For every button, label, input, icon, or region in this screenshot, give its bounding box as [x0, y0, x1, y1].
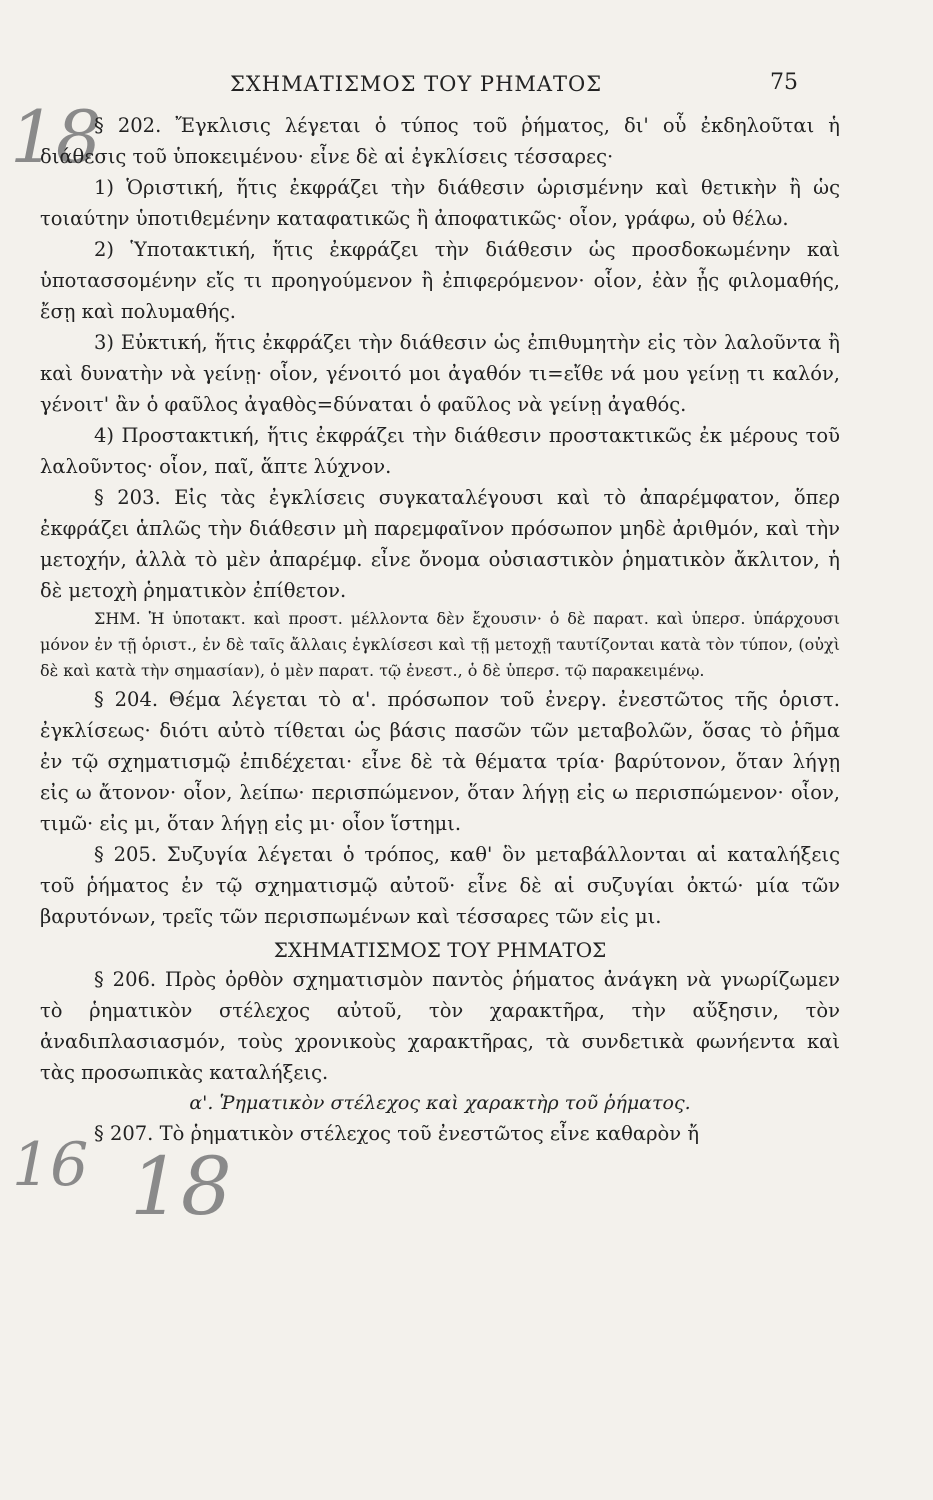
- running-head: ΣΧΗΜΑΤΙΣΜΟΣ ΤΟΥ ΡΗΜΑΤΟΣ: [230, 72, 603, 96]
- note-paragraph: ΣΗΜ. Ἡ ὑποτακτ. καὶ προστ. μέλλοντα δὲν ἔχουσιν· ὁ δὲ παρατ. καὶ ὑπερσ. ὑπάρχουσι μόνον ἐν τῇ ὁριστ., ἐν δὲ ταῖς ἄλλαις ἐγκλίσεσι καὶ τῇ μετοχῇ ταυτίζονται κατὰ τὸν τύπον, (οὐχὶ δὲ καὶ κατὰ τὴν σημασίαν), ὁ μὲν παρατ. τῷ ἐνεστ., ὁ δὲ ὑπερσ. τῷ παρακειμένῳ.: [40, 609, 840, 680]
- paragraph-202: § 202. Ἔγκλισις λέγεται ὁ τύπος τοῦ ῥήματος, δι' οὗ ἐκδηλοῦται ἡ διάθεσις τοῦ ὑποκειμένου· εἶνε δὲ αἱ ἐγκλίσεις τέσσαρες·: [40, 114, 840, 168]
- handwritten-margin-note: 18: [10, 95, 102, 179]
- book-page: [40, 70, 840, 1149]
- handwritten-margin-note: 16: [12, 1130, 89, 1200]
- paragraph-206: § 206. Πρὸς ὀρθὸν σχηματισμὸν παντὸς ῥήματος ἀνάγκη νὰ γνωρίζωμεν τὸ ῥηματικὸν στέλεχος αὐτοῦ, τὸν χαρακτῆρα, τὴν αὔξησιν, τὸν ἀναδιπλασιασμόν, τοὺς χρονικοὺς χαρακτῆρας, τὰ συνδετικὰ φωνήεντα καὶ τὰς προσωπικὰς καταλήξεις.: [40, 968, 840, 1084]
- paragraph-203: § 203. Εἰς τὰς ἐγκλίσεις συγκαταλέγουσι καὶ τὸ ἀπαρέμφατον, ὅπερ ἐκφράζει ἁπλῶς τὴν διάθεσιν μὴ παρεμφαῖνον πρόσωπον μηδὲ ἀριθμόν, καὶ τὴν μετοχήν, ἀλλὰ τὸ μὲν ἀπαρέμφ. εἶνε ὄνομα οὐσιαστικὸν ῥηματικὸν ἄκλιτον, ἡ δὲ μετοχὴ ῥηματικὸν ἐπίθετον.: [40, 486, 840, 602]
- page-number: 75: [770, 70, 798, 95]
- paragraph-207: § 207. Τὸ ῥηματικὸν στέλεχος τοῦ ἐνεστῶτος εἶνε καθαρὸν ἤ: [94, 1122, 700, 1145]
- paragraph-205: § 205. Συζυγία λέγεται ὁ τρόπος, καθ' ὃν μεταβάλλονται αἱ καταλήξεις τοῦ ῥήματος ἐν τῷ σχηματισμῷ αὐτοῦ· εἶνε δὲ αἱ συζυγίαι ὀκτώ· μία τῶν βαρυτόνων, τρεῖς τῶν περισπωμένων καὶ τέσσαρες τῶν εἰς μι.: [40, 843, 840, 928]
- section-heading: ΣΧΗΜΑΤΙΣΜΟΣ ΤΟΥ ΡΗΜΑΤΟΣ: [273, 938, 607, 962]
- handwritten-margin-note: 18: [130, 1140, 232, 1233]
- paragraph-indicative: 1) Ὁριστική, ἥτις ἐκφράζει τὴν διάθεσιν ὡρισμένην καὶ θετικὴν ἢ ὡς τοιαύτην ὑποτιθεμένην καταφατικῶς ἢ ἀποφατικῶς· οἷον, γράφω, οὐ θέλω.: [40, 176, 840, 230]
- paragraph-optative: 3) Εὐκτική, ἥτις ἐκφράζει τὴν διάθεσιν ὡς ἐπιθυμητὴν εἰς τὸν λαλοῦντα ἢ καὶ δυνατὴν νὰ γείνῃ· οἷον, γένοιτό μοι ἀγαθόν τι=εἴθε νά μου γείνῃ τι καλόν, γένοιτ' ἂν ὁ φαῦλος ἀγαθὸς=δύναται ὁ φαῦλος νὰ γείνῃ ἀγαθός.: [40, 331, 840, 416]
- paragraph-204: § 204. Θέμα λέγεται τὸ α'. πρόσωπον τοῦ ἐνεργ. ἐνεστῶτος τῆς ὁριστ. ἐγκλίσεως· διότι αὐτὸ τίθεται ὡς βάσις πασῶν τῶν μεταβολῶν, ὅσας τὸ ῥῆμα ἐν τῷ σχηματισμῷ ἐπιδέχεται· εἶνε δὲ τὰ θέματα τρία· βαρύτονον, ὅταν λήγῃ εἰς ω ἄτονον· οἷον, λείπω· περισπώμενον, ὅταν λήγῃ εἰς ω περισπώμενον· οἷον, τιμῶ· εἰς μι, ὅταν λήγῃ εἰς μι· οἷον ἵστημι.: [40, 688, 840, 835]
- paragraph-subjunctive: 2) Ὑποτακτική, ἥτις ἐκφράζει τὴν διάθεσιν ὡς προσδοκωμένην καὶ ὑποτασσομένην εἴς τι προηγούμενον ἢ ἐπιφερόμενον· οἷον, ἐὰν ᾖς φιλομαθής, ἔσῃ καὶ πολυμαθής.: [40, 238, 840, 323]
- page-header: [40, 70, 840, 110]
- paragraph-imperative: 4) Προστακτική, ἥτις ἐκφράζει τὴν διάθεσιν προστακτικῶς ἐκ μέρους τοῦ λαλοῦντος· οἷον, παῖ, ἅπτε λύχνον.: [40, 424, 840, 478]
- sub-heading: α'. Ῥηματικὸν στέλεχος καὶ χαρακτὴρ τοῦ ῥήματος.: [189, 1092, 691, 1114]
